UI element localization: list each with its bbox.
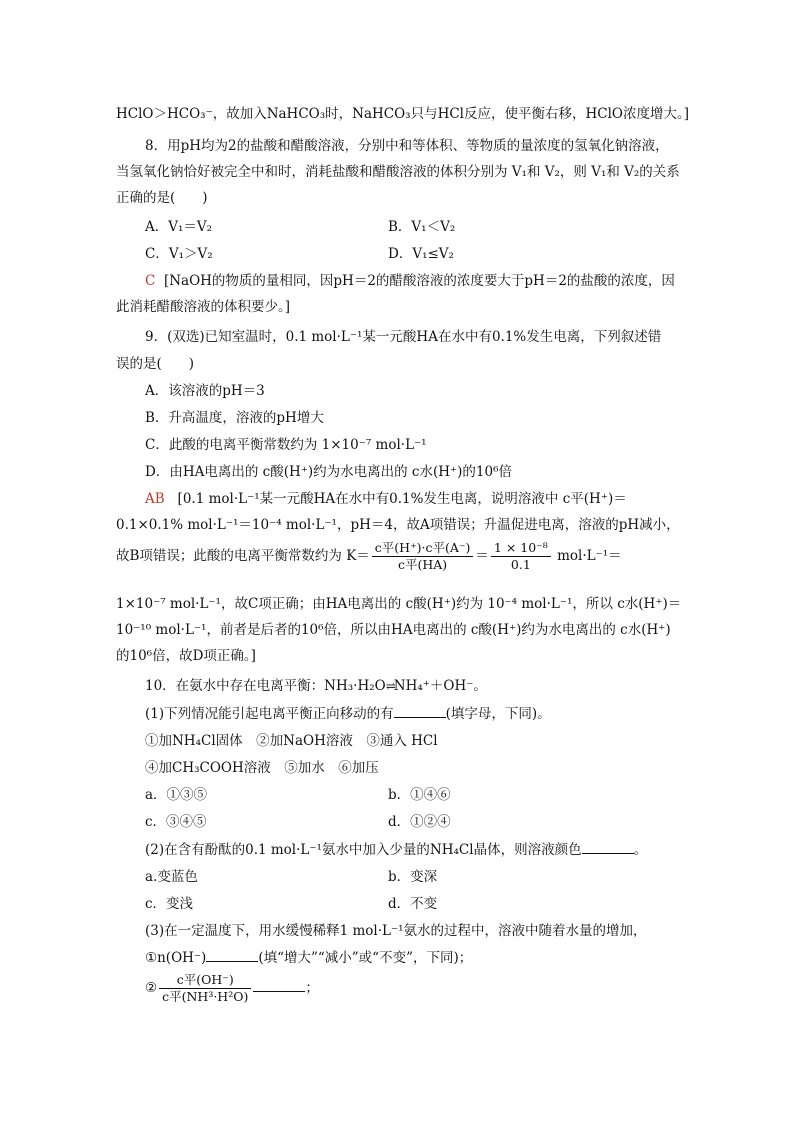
- q9-value-numerator: 1 × 10⁻⁸: [491, 540, 551, 557]
- q8-option-a: A．V₁＝V₂: [145, 219, 213, 235]
- q9-value-denominator: 0.1: [510, 557, 531, 572]
- answer-blank[interactable]: [253, 979, 305, 992]
- answer-blank[interactable]: [394, 705, 446, 718]
- q9-option-c: C．此酸的电离平衡常数约为 1×10⁻⁷ mol·L⁻¹: [145, 437, 427, 453]
- q8-stem-line1: 8．用pH均为2的盐酸和醋酸溶液，分别中和等体积、等物质的量浓度的氢氧化钠溶液，: [145, 138, 669, 154]
- q9-explanation-line5: 10⁻¹⁰ mol·L⁻¹，前者是后者的10⁶倍，所以由HA电离出的 c酸(H⁺)约为水电离出的 c水(H⁺): [116, 622, 671, 638]
- q10-part1-option-b: b．①④⑥: [388, 787, 451, 803]
- q9-option-b: B．升高温度，溶液的pH增大: [145, 410, 324, 426]
- q9-k-numerator: c平(H⁺)·c平(A⁻): [372, 540, 474, 557]
- q10-part2-stem-pre: (2)在含有酚酞的0.1 mol·L⁻¹氨水中加入少量的NH₄Cl晶体，则溶液颜色: [145, 842, 582, 858]
- q10-part1-stem-post: (填字母，下同)。: [445, 706, 551, 722]
- q10-part3-stem: (3)在一定温度下，用水缓慢稀释1 mol·L⁻¹氨水的过程中，溶液中随着水量的增加，: [145, 923, 647, 939]
- q10-part1-option-c: c．③④⑤: [145, 814, 207, 830]
- q8-option-b: B．V₁＜V₂: [388, 219, 456, 235]
- q10-ratio-denominator: c平(NH³·H²O): [162, 989, 249, 1004]
- q9-explanation-line6: 的10⁶倍，故D项正确。]: [116, 648, 256, 664]
- q10-part2-option-b: b．变深: [388, 869, 438, 885]
- q9-explanation-line4: 1×10⁻⁷ mol·L⁻¹，故C项正确；由HA电离出的 c酸(H⁺)约为 10⁻⁴ mol·L⁻¹，所以 c水(H⁺)＝: [116, 596, 682, 612]
- q10-part3-item2-pre: ②: [145, 980, 158, 996]
- q9-option-d: D．由HA电离出的 c酸(H⁺)约为水电离出的 c水(H⁺)的10⁶倍: [145, 464, 513, 480]
- q10-part2-stem: [145, 841, 647, 859]
- q9-explanation-post: mol·L⁻¹＝: [557, 548, 622, 564]
- q10-part3-item2-post: ；: [305, 980, 319, 996]
- q10-part1-option-d: d．①②④: [388, 814, 451, 830]
- q8-explanation-line1: [145, 272, 675, 290]
- answer-blank[interactable]: [582, 841, 634, 854]
- q9-option-a: A．该溶液的pH＝3: [145, 383, 265, 399]
- q10-part1-list1: ①加NH₄Cl固体 ②加NaOH溶液 ③通入 HCl: [145, 733, 438, 749]
- q10-ratio-numerator: c平(OH⁻): [159, 972, 251, 989]
- q10-part2-option-a: a.变蓝色: [145, 869, 198, 885]
- q7-explanation-tail: HClO＞HCO₃⁻，故加入NaHCO₃时，NaHCO₃只与HCl反应，使平衡右移，HClO浓度增大。]: [116, 106, 690, 122]
- q9-explanation-text1: [0.1 mol·L⁻¹某一元酸HA在水中有0.1%发生电离，说明溶液中 c平(H⁺)＝: [177, 491, 627, 507]
- q9-explanation-line1: [145, 490, 627, 508]
- q10-stem: [145, 677, 487, 695]
- q9-k-denominator: c平(HA): [398, 557, 448, 572]
- q10-ratio-fraction: [159, 972, 251, 1005]
- q9-equals: ＝: [475, 548, 489, 564]
- q10-part2-stem-post: 。: [633, 842, 648, 858]
- q10-part1-stem: [145, 705, 551, 723]
- q9-stem-line2: 误的是( ): [116, 356, 195, 372]
- q10-stem-pre: 10．在氨水中存在电离平衡：NH₃·H₂O: [145, 678, 386, 694]
- q8-explanation-text1: [NaOH的物质的量相同，因pH＝2的醋酸溶液的浓度要大于pH＝2的盐酸的浓度，因: [163, 273, 675, 289]
- q10-stem-post: NH₄⁺＋OH⁻。: [393, 678, 487, 694]
- q10-part3-item1-post: (填“增大”“减小”或“不变”，下同)；: [258, 950, 473, 966]
- q9-explanation-pre: 故B项错误；此酸的电离平衡常数约为 K＝: [116, 548, 370, 564]
- q8-answer: C: [145, 273, 156, 289]
- q10-part3-item1-pre: ①n(OH⁻): [145, 950, 207, 966]
- q9-stem-line1: 9．(双选)已知室温时，0.1 mol·L⁻¹某一元酸HA在水中有0.1%发生电离，下列叙述错: [145, 329, 662, 345]
- q10-part3-item2: [145, 972, 319, 1005]
- q9-explanation-line2: 0.1×0.1% mol·L⁻¹＝10⁻⁴ mol·L⁻¹，pH＝4，故A项错误；升温促进电离，溶液的pH减小，: [116, 517, 680, 533]
- q8-stem-line3: 正确的是( ): [116, 190, 208, 206]
- answer-blank[interactable]: [206, 949, 258, 962]
- q10-part2-option-d: d．不变: [388, 896, 438, 912]
- q8-option-d: D．V₁≤V₂: [388, 246, 454, 262]
- q9-value-fraction: [491, 540, 551, 573]
- q8-option-c: C．V₁＞V₂: [145, 246, 213, 262]
- q9-k-fraction: [372, 540, 474, 573]
- q10-part1-option-a: a．①③⑤: [145, 787, 208, 803]
- q8-explanation-line2: 此消耗醋酸溶液的体积要少。]: [116, 299, 291, 315]
- q10-part3-item1: [145, 949, 472, 967]
- q9-answer: AB: [145, 491, 165, 507]
- q10-part2-option-c: c．变浅: [145, 896, 194, 912]
- q8-stem-line2: 当氢氧化钠恰好被完全中和时，消耗盐酸和醋酸溶液的体积分别为 V₁和 V₂，则 V₁和 V₂的关系: [116, 164, 680, 180]
- q10-part1-list2: ④加CH₃COOH溶液 ⑤加水 ⑥加压: [145, 760, 379, 776]
- equilibrium-arrow-icon: ⇌: [385, 679, 394, 693]
- q9-explanation-line3: [116, 540, 622, 573]
- q10-part1-stem-pre: (1)下列情况能引起电离平衡正向移动的有: [145, 706, 394, 722]
